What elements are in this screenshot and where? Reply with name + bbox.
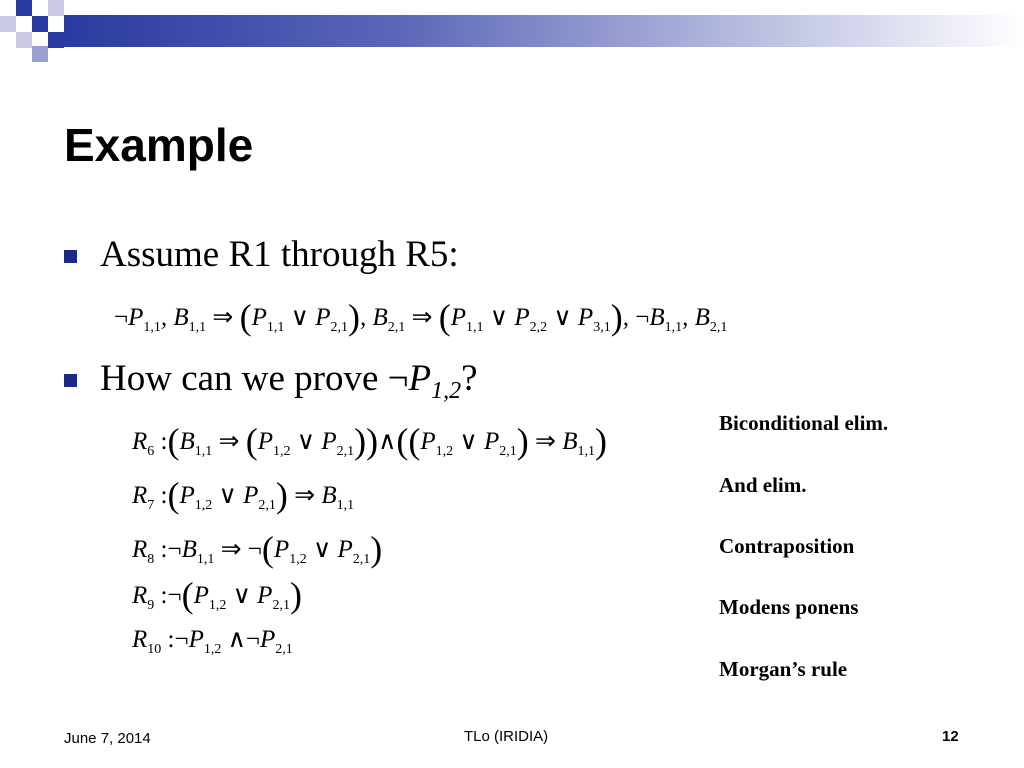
rule-label: Morgan’s rule bbox=[719, 657, 848, 681]
header-gradient-bar bbox=[64, 15, 1024, 47]
slide-number: 12 bbox=[942, 728, 959, 745]
premises-formula: $\neg P_{1,1}$, $B_{1,1}$ ⇒ ($P_{1,1}$ ∨ $P_{2,1}$), $B_{2,1}$ ⇒ ($P_{1,1}$ ∨ $P_{2,2}$ ∨ $P_{3,1}$), $\neg B_{1,1}$, $B_{2,1}$ bbox=[114, 297, 728, 337]
derivation-step-r8: $R_8$ $:\neg B_{1,1}$ ⇒ $\neg(P_{1,2}$ ∨ $P_{2,1}$) bbox=[132, 529, 383, 569]
derivation-step-r6: $R_6$ $:(B_{1,1}$ ⇒ ($P_{1,2}$ ∨ $P_{2,1}))\wedge((P_{1,2}$ ∨ $P_{2,1}$) ⇒ $B_{1,1}$) bbox=[132, 421, 607, 461]
header-square bbox=[32, 46, 48, 62]
derivation-step-r7: $R_7$ $:(P_{1,2}$ ∨ $P_{2,1}$) ⇒ $B_{1,1}$ bbox=[132, 475, 355, 515]
derivation-step-r10: $R_{10}$ $:\neg P_{1,2}$ $\wedge\neg P_{2,1}$ bbox=[132, 626, 293, 657]
bullet-marker bbox=[64, 374, 77, 387]
rule-label: Contraposition bbox=[719, 534, 855, 558]
rule-label: Biconditional elim. bbox=[719, 411, 889, 435]
header-square bbox=[16, 32, 32, 48]
bullet-marker bbox=[64, 250, 77, 263]
bullet-text: How can we prove $\neg P_{1,2}$? bbox=[100, 358, 478, 404]
rule-label: Modens ponens bbox=[719, 595, 859, 619]
bullet-text: Assume R1 through R5: bbox=[100, 234, 459, 275]
header-square bbox=[32, 16, 48, 32]
rule-label: And elim. bbox=[719, 473, 807, 497]
header-square bbox=[0, 16, 16, 32]
slide-title: Example bbox=[64, 119, 254, 171]
header-square bbox=[16, 0, 32, 16]
header-square bbox=[48, 0, 64, 16]
derivation-step-r9: $R_9$ $:\neg(P_{1,2}$ ∨ $P_{2,1}$) bbox=[132, 575, 302, 615]
header-square bbox=[48, 32, 64, 48]
footer-date: June 7, 2014 bbox=[64, 730, 151, 747]
slide-header-decoration bbox=[0, 0, 1024, 62]
footer-center-text: TLo (IRIDIA) bbox=[464, 728, 549, 745]
